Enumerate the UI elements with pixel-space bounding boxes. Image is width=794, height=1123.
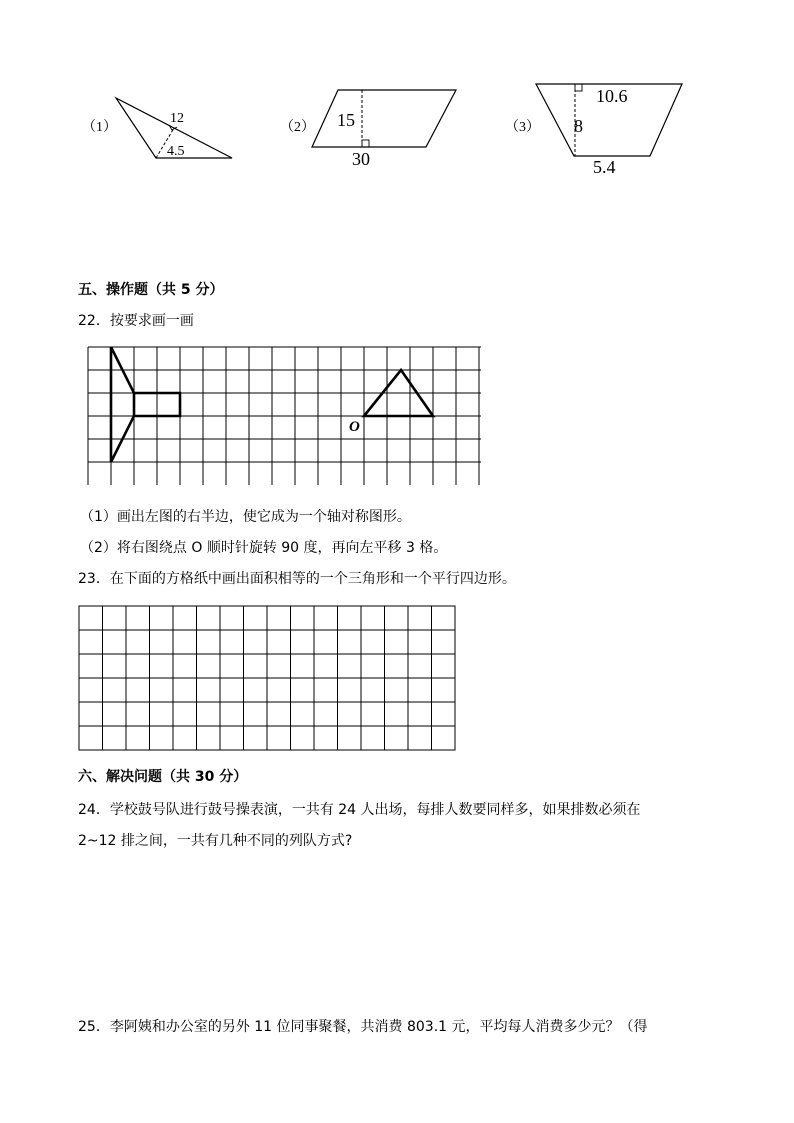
figure-1-label: （1） [82,120,117,135]
figure-3-height-label: 8 [574,116,583,136]
figure-2-height-label: 15 [337,110,355,130]
figure-2-base-label: 30 [352,149,370,169]
figure-3-top-label: 10.6 [596,86,628,106]
figure-3-trapezoid [530,80,690,178]
q23-title: 23．在下面的方格纸中画出面积相等的一个三角形和一个平行四边形。 [78,571,516,587]
figure-2-label: （2） [280,120,315,135]
q25-line1: 25．李阿姨和办公室的另外 11 位同事聚餐，共消费 803.1 元，平均每人消费多少元？（得 [78,1019,648,1035]
q24-line2: 2~12 排之间，一共有几种不同的列队方式? [78,833,353,849]
figure-1-height-label: 4.5 [167,144,185,159]
figure-2-parallelogram [308,84,463,170]
figure-1-triangle [110,92,240,164]
figure-3-bottom-label: 5.4 [593,157,616,177]
q22-sub2: （2）将右图绕点 O 顺时针旋转 90 度，再向左平移 3 格。 [80,540,448,556]
figure-3-label: （3） [505,120,540,135]
q22-sub1: （1）画出左图的右半边，使它成为一个轴对称图形。 [80,509,411,525]
section-5-heading: 五、操作题（共 5 分） [78,282,224,298]
q22-grid [84,344,486,489]
q23-grid [76,604,460,754]
q24-line1: 24．学校鼓号队进行鼓号操表演，一共有 24 人出场，每排人数要同样多，如果排数必须在 [78,802,641,818]
q22-point-o: O [349,419,360,435]
figure-1-hyp-label: 12 [170,111,184,126]
q22-left-shape [111,347,180,462]
section-6-heading: 六、解决问题（共 30 分） [78,769,248,785]
q22-title: 22．按要求画一画 [78,313,194,329]
